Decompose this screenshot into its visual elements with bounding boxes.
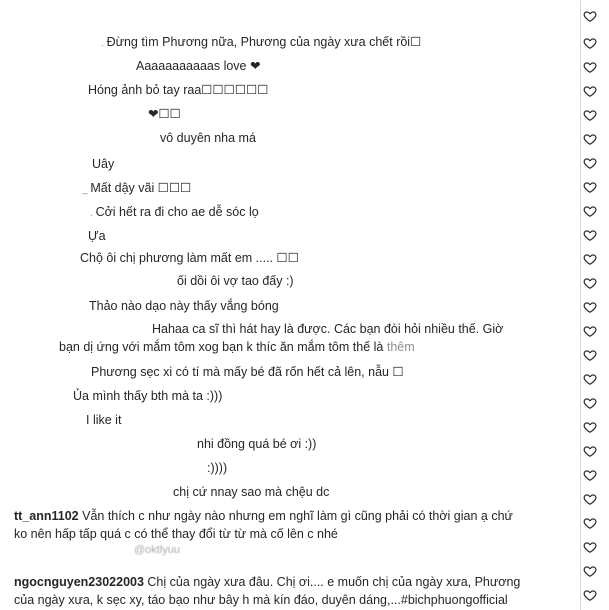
comment-text: Uây <box>92 157 115 171</box>
comment-text: chị cứ nnay sao mà chệu dc <box>173 485 330 499</box>
heart-outline-icon[interactable] <box>583 348 597 362</box>
more-link[interactable]: thêm <box>386 340 415 354</box>
comment-text: ối dồi ôi vợ tao đấy :) <box>177 274 294 288</box>
comment-text: Ủa mình thấy bth mà ta :))) <box>73 389 223 403</box>
heart-outline-icon[interactable] <box>583 156 597 170</box>
comment-text: Thảo nào dạo này thấy vắng bóng <box>89 299 279 313</box>
comment-text: Hahaa ca sĩ thì hát hay là được. Các bạn đòi hỏi nhiều thế. Giờ <box>152 322 504 336</box>
heart-outline-icon[interactable] <box>583 540 597 554</box>
comment-text: Hóng ảnh bỏ tay raa☐☐☐☐☐☐ <box>88 83 269 97</box>
heart-outline-icon[interactable] <box>583 372 597 386</box>
heart-outline-icon[interactable] <box>583 228 597 242</box>
heart-outline-icon[interactable] <box>583 252 597 266</box>
comment-text: ko nên hấp tấp quá c có thể thay đổi từ từ mà cố lên c nhé <box>14 527 338 541</box>
comment-text: . Đừng tìm Phương nữa, Phương của ngày xưa chết rồi☐ <box>101 35 422 49</box>
comment-text: vô duyên nha má <box>160 131 256 145</box>
comment-text: . Cởi hết ra đi cho ae dễ sóc lọ <box>90 205 259 219</box>
comment-text: của ngày xưa, k sẹc xy, táo bạo như bây h mà kín đáo, duyên dáng,...#bichphuongofficial <box>14 593 508 607</box>
comment-username[interactable]: tt_ann1102 <box>14 509 79 523</box>
comment-text: Aaaaaaaaaaas love ❤ <box>136 59 261 73</box>
comment-text: ❤☐☐ <box>148 107 181 121</box>
comment-text: Ựa <box>88 229 106 243</box>
comment-text: Phương sẹc xi có tí mà mấy bé đã rốn hết cả lên, nẫu ☐ <box>91 365 404 379</box>
heart-outline-icon[interactable] <box>583 180 597 194</box>
heart-outline-icon[interactable] <box>583 132 597 146</box>
comment-text: I like it <box>86 413 122 427</box>
heart-outline-icon[interactable] <box>583 9 597 23</box>
comment-text: @oktlyuu <box>134 544 181 556</box>
heart-outline-icon[interactable] <box>583 60 597 74</box>
heart-outline-icon[interactable] <box>583 276 597 290</box>
comment-text: Chộ ôi chị phương làm mất em ..... ☐☐ <box>80 251 299 265</box>
heart-outline-icon[interactable] <box>583 564 597 578</box>
comment-text: _ Mất dậy vãi ☐☐☐ <box>82 181 192 195</box>
heart-outline-icon[interactable] <box>583 36 597 50</box>
comment-text: nhi đồng quá bé ơi :)) <box>197 437 317 451</box>
heart-outline-icon[interactable] <box>583 588 597 602</box>
comment-text: :)))) <box>207 461 228 475</box>
heart-outline-icon[interactable] <box>583 444 597 458</box>
heart-outline-icon[interactable] <box>583 396 597 410</box>
heart-outline-icon[interactable] <box>583 204 597 218</box>
heart-outline-icon[interactable] <box>583 468 597 482</box>
comment-text: bạn dị ứng với mắm tôm xog bạn k thíc ăn mắm tôm thế là thêm <box>59 340 415 354</box>
heart-outline-icon[interactable] <box>583 108 597 122</box>
comment: ngocnguyen23022003 Chị của ngày xưa đâu. Chị ơi.... e muốn chị của ngày xưa, Phương <box>14 575 521 589</box>
comment-username[interactable]: ngocnguyen23022003 <box>14 575 144 589</box>
heart-outline-icon[interactable] <box>583 420 597 434</box>
heart-outline-icon[interactable] <box>583 492 597 506</box>
heart-outline-icon[interactable] <box>583 300 597 314</box>
heart-outline-icon[interactable] <box>583 324 597 338</box>
comment: tt_ann1102 Vẫn thích c như ngày nào nhưng em nghĩ làm gì cũng phải có thời gian ạ chứ <box>14 509 513 523</box>
heart-outline-icon[interactable] <box>583 84 597 98</box>
heart-outline-icon[interactable] <box>583 516 597 530</box>
